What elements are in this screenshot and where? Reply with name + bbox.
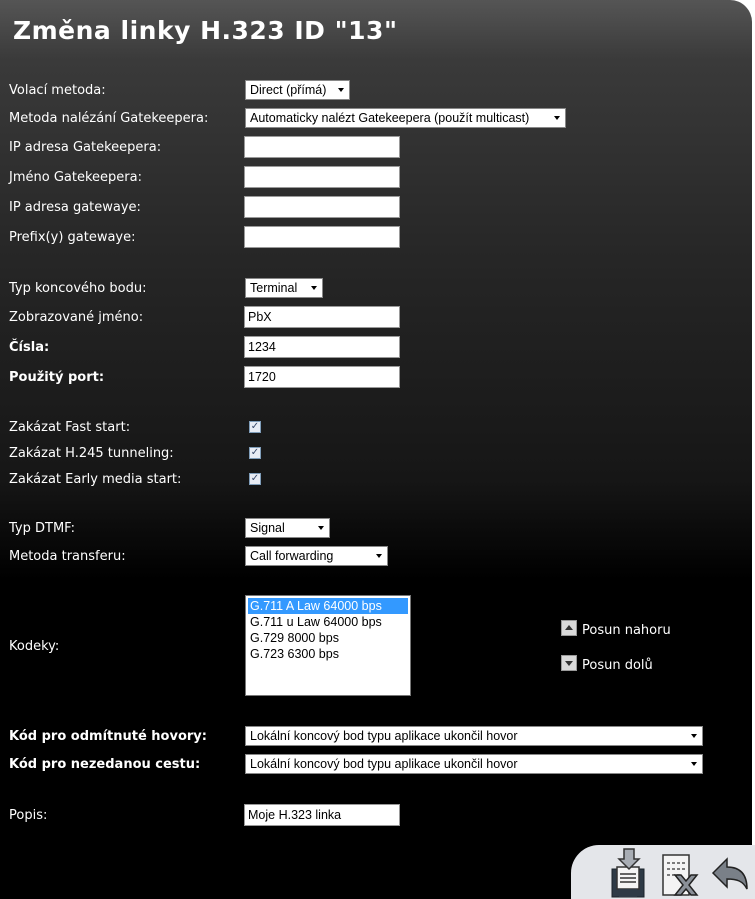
move-up-button[interactable] bbox=[561, 620, 577, 636]
rejected-code-select[interactable] bbox=[245, 726, 703, 746]
chevron-down-icon bbox=[691, 762, 697, 766]
move-down-button[interactable] bbox=[561, 655, 577, 671]
fast-start-label: Zakázat Fast start: bbox=[9, 420, 131, 435]
rejected-code-label: Kód pro odmítnuté hovory: bbox=[9, 729, 207, 744]
codec-option[interactable]: G.711 u Law 64000 bps bbox=[250, 615, 382, 629]
delete-icon[interactable] bbox=[659, 845, 703, 899]
display-name-label: Zobrazované jméno: bbox=[9, 310, 144, 325]
endpoint-type-label: Typ koncového bodu: bbox=[9, 281, 147, 296]
endpoint-type-value: Terminal bbox=[250, 281, 298, 295]
chevron-down-icon bbox=[554, 116, 560, 120]
numbers-label: Čísla: bbox=[9, 340, 50, 355]
chevron-down-icon bbox=[311, 286, 317, 290]
gw-prefix-input[interactable] bbox=[244, 226, 400, 248]
back-icon[interactable] bbox=[709, 845, 753, 899]
endpoint-type-select[interactable] bbox=[245, 278, 323, 298]
transfer-method-label: Metoda transferu: bbox=[9, 549, 126, 564]
transfer-method-value: Call forwarding bbox=[250, 549, 334, 563]
dtmf-type-select[interactable] bbox=[245, 518, 330, 538]
early-media-label: Zakázat Early media start: bbox=[9, 472, 182, 487]
gk-discovery-label: Metoda nalézání Gatekeepera: bbox=[9, 111, 209, 126]
gk-discovery-select[interactable] bbox=[245, 108, 566, 128]
codec-option[interactable]: G.711 A Law 64000 bps bbox=[248, 598, 408, 614]
page-title: Změna linky H.323 ID "13" bbox=[13, 16, 398, 45]
chevron-down-icon bbox=[338, 88, 344, 92]
description-label: Popis: bbox=[9, 808, 48, 823]
call-method-select[interactable] bbox=[245, 80, 350, 100]
chevron-down-icon bbox=[318, 526, 324, 530]
gk-discovery-value: Automaticky nalézt Gatekeepera (použít multicast) bbox=[250, 111, 530, 125]
fast-start-checkbox[interactable]: ✓ bbox=[250, 421, 260, 432]
display-name-input[interactable]: PbX bbox=[244, 306, 400, 328]
gk-name-label: Jméno Gatekeepera: bbox=[9, 170, 142, 185]
port-input[interactable]: 1720 bbox=[244, 366, 400, 388]
gk-ip-label: IP adresa Gatekeepera: bbox=[9, 140, 162, 155]
codec-option[interactable]: G.723 6300 bps bbox=[250, 647, 339, 661]
chevron-down-icon bbox=[691, 734, 697, 738]
h245-tunneling-checkbox[interactable]: ✓ bbox=[250, 447, 260, 458]
arrow-down-icon bbox=[565, 661, 573, 666]
unreachable-code-label: Kód pro nezedanou cestu: bbox=[9, 757, 201, 772]
move-up-label[interactable]: Posun nahoru bbox=[582, 623, 671, 638]
call-method-label: Volací metoda: bbox=[9, 83, 106, 98]
unreachable-code-select[interactable] bbox=[245, 754, 703, 774]
codec-option[interactable]: G.729 8000 bps bbox=[250, 631, 339, 645]
dtmf-type-label: Typ DTMF: bbox=[9, 521, 76, 536]
gw-ip-label: IP adresa gatewaye: bbox=[9, 200, 141, 215]
numbers-input[interactable]: 1234 bbox=[244, 336, 400, 358]
dtmf-type-value: Signal bbox=[250, 521, 285, 535]
action-toolbar bbox=[571, 845, 755, 899]
transfer-method-select[interactable] bbox=[245, 546, 388, 566]
description-input[interactable]: Moje H.323 linka bbox=[244, 804, 400, 826]
save-icon[interactable] bbox=[607, 845, 651, 899]
move-down-label[interactable]: Posun dolů bbox=[582, 658, 653, 673]
gk-ip-input[interactable] bbox=[244, 136, 400, 158]
early-media-checkbox[interactable]: ✓ bbox=[250, 473, 260, 484]
chevron-down-icon bbox=[376, 554, 382, 558]
codecs-label: Kodeky: bbox=[9, 639, 60, 654]
port-label: Použitý port: bbox=[9, 370, 105, 385]
gk-name-input[interactable] bbox=[244, 166, 400, 188]
call-method-value: Direct (přímá) bbox=[250, 83, 327, 97]
gw-prefix-label: Prefix(y) gatewaye: bbox=[9, 230, 136, 245]
codecs-listbox[interactable] bbox=[245, 595, 411, 696]
h245-tunneling-label: Zakázat H.245 tunneling: bbox=[9, 446, 174, 461]
unreachable-code-value: Lokální koncový bod typu aplikace ukončil hovor bbox=[250, 757, 518, 771]
gw-ip-input[interactable] bbox=[244, 196, 400, 218]
rejected-code-value: Lokální koncový bod typu aplikace ukončil hovor bbox=[250, 729, 518, 743]
arrow-up-icon bbox=[565, 625, 573, 630]
